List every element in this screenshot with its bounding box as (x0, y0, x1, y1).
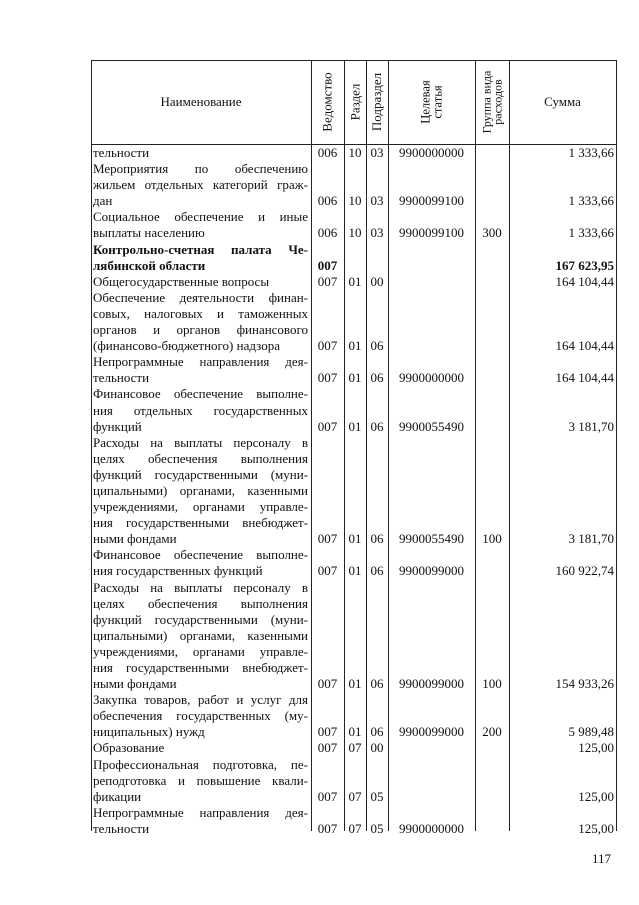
cell-name (91, 274, 311, 290)
header-name-label: Наименование (160, 94, 242, 109)
table-row (91, 740, 616, 756)
table-row (91, 580, 616, 693)
cell-name-line: ния государственными внебюджет- (93, 660, 308, 675)
cell-name-line: тельности (93, 820, 150, 836)
cell-razdel: 10 (348, 193, 362, 209)
cell-name-line: Финансовое обеспечение выполне- (93, 386, 308, 402)
cell-celevaya: 9900099000 (399, 563, 464, 579)
cell-vedomstvo: 007 (317, 418, 338, 434)
cell-celevaya: 9900000000 (399, 370, 464, 386)
header-gruppa-line2: расходов (490, 79, 504, 125)
cell-name-line: Расходы на выплаты персоналу в (93, 579, 308, 595)
cell-gruppa: 300 (482, 225, 502, 241)
cell-name (91, 692, 311, 740)
table-row (91, 757, 616, 805)
cell-name-line: тельности (93, 370, 150, 386)
cell-vedomstvo: 006 (317, 145, 338, 160)
table-row (91, 242, 616, 274)
table-row (91, 290, 616, 354)
cell-celevaya: 9900055490 (399, 531, 464, 547)
cell-summa: 3 181,70 (568, 531, 614, 547)
cell-name-line: дан (93, 193, 113, 209)
cell-name-line: Контрольно-счетная палата Че- (93, 241, 308, 257)
cell-podrazdel: 03 (370, 193, 384, 209)
cell-razdel: 01 (348, 676, 362, 692)
cell-name-line: функций государственными (муни- (93, 466, 308, 482)
cell-summa: 167 623,95 (555, 257, 614, 273)
cell-razdel: 07 (348, 740, 362, 756)
cell-name-line: учреждениями, органами управле- (93, 643, 308, 659)
cell-name-line: Мероприятия по обеспечению (93, 161, 308, 177)
cell-razdel: 01 (348, 724, 362, 740)
cell-vedomstvo: 007 (317, 676, 338, 692)
cell-name-line: жильем отдельных категорий граж- (93, 177, 308, 193)
cell-name-line: выплаты населению (93, 225, 205, 241)
cell-podrazdel: 00 (370, 273, 384, 289)
cell-name-line: ния отдельных государственных (93, 402, 308, 418)
cell-podrazdel: 03 (370, 145, 384, 160)
cell-vedomstvo: 007 (317, 740, 338, 756)
cell-razdel: 01 (348, 338, 362, 354)
table-row (91, 805, 616, 837)
cell-razdel: 01 (348, 531, 362, 547)
cell-vedomstvo: 007 (317, 724, 338, 740)
cell-gruppa: 100 (482, 531, 502, 547)
cell-podrazdel: 05 (370, 788, 384, 804)
header-podrazdel (366, 60, 388, 144)
cell-razdel: 01 (348, 370, 362, 386)
cell-vedomstvo: 007 (317, 273, 338, 289)
cell-vedomstvo: 007 (317, 338, 338, 354)
cell-name (91, 209, 311, 241)
cell-name-line: ния государственными внебюджет- (93, 515, 308, 531)
cell-name-line: ными фондами (93, 531, 177, 547)
cell-podrazdel: 05 (370, 820, 384, 836)
table-row (91, 161, 616, 209)
cell-vedomstvo: 007 (317, 531, 338, 547)
cell-summa: 164 104,44 (555, 273, 614, 289)
cell-summa: 154 933,26 (555, 676, 614, 692)
cell-gruppa: 200 (482, 724, 502, 740)
col-border (616, 60, 617, 831)
cell-name (91, 242, 311, 274)
table-row (91, 354, 616, 386)
cell-name-line: (финансово-бюджетного) надзора (93, 338, 280, 354)
cell-name-line: совых, налоговых и таможенных (93, 305, 308, 321)
cell-summa: 1 333,66 (568, 193, 614, 209)
cell-podrazdel: 06 (370, 370, 384, 386)
cell-summa: 125,00 (578, 820, 614, 836)
cell-name (91, 740, 311, 756)
table-row (91, 209, 616, 241)
cell-gruppa: 100 (482, 676, 502, 692)
cell-celevaya: 9900099000 (399, 676, 464, 692)
cell-summa: 160 922,74 (555, 563, 614, 579)
cell-vedomstvo: 007 (317, 257, 338, 273)
cell-celevaya: 9900000000 (399, 145, 464, 160)
header-vedomstvo (311, 60, 344, 144)
cell-summa: 125,00 (578, 740, 614, 756)
cell-vedomstvo: 007 (317, 563, 338, 579)
cell-name-line: Образование (93, 740, 165, 756)
cell-vedomstvo: 006 (317, 225, 338, 241)
cell-razdel: 01 (348, 418, 362, 434)
cell-name (91, 161, 311, 209)
cell-razdel: 01 (348, 563, 362, 579)
cell-name (91, 580, 311, 693)
table-row (91, 435, 616, 548)
cell-vedomstvo: 007 (317, 370, 338, 386)
header-summa-label: Сумма (544, 94, 581, 109)
cell-name (91, 547, 311, 579)
header-celevaya-label (420, 80, 444, 123)
cell-summa: 5 989,48 (568, 724, 614, 740)
cell-name (91, 290, 311, 354)
header-gruppa-label (481, 71, 503, 134)
cell-podrazdel: 06 (370, 563, 384, 579)
cell-name-line: целях обеспечения выполнения (93, 595, 308, 611)
cell-name-line: функций государственными (муни- (93, 611, 308, 627)
header-gruppa-line1: Группа вида (479, 70, 493, 134)
cell-name (91, 386, 311, 434)
table-row (91, 145, 616, 161)
header-gruppa (475, 60, 509, 144)
cell-razdel: 10 (348, 145, 362, 160)
cell-name (91, 757, 311, 805)
table-row (91, 692, 616, 740)
cell-podrazdel: 06 (370, 724, 384, 740)
cell-vedomstvo: 007 (317, 788, 338, 804)
cell-razdel: 07 (348, 788, 362, 804)
cell-name-line: Непрограммные направления дея- (93, 354, 308, 370)
cell-name-line: Финансовое обеспечение выполне- (93, 547, 308, 563)
cell-celevaya: 9900099100 (399, 225, 464, 241)
cell-celevaya: 9900099100 (399, 193, 464, 209)
cell-podrazdel: 03 (370, 225, 384, 241)
cell-name (91, 435, 311, 548)
cell-name (91, 145, 311, 161)
header-celevaya-line1: Целевая (418, 80, 433, 124)
cell-podrazdel: 06 (370, 676, 384, 692)
header-celevaya (388, 60, 475, 144)
header-celevaya-line2: статья (430, 85, 445, 119)
cell-name (91, 354, 311, 386)
cell-podrazdel: 00 (370, 740, 384, 756)
cell-name-line: тельности (93, 145, 150, 160)
cell-summa: 1 333,66 (568, 145, 614, 160)
cell-name-line: фикации (93, 788, 142, 804)
cell-name-line: реподготовка и повышение квали- (93, 772, 308, 788)
cell-name-line: Социальное обеспечение и иные (93, 209, 308, 225)
cell-name-line: органов и органов финансового (93, 322, 308, 338)
cell-vedomstvo: 007 (317, 820, 338, 836)
cell-name-line: Закупка товаров, работ и услуг для (93, 692, 308, 708)
cell-name-line: ниципальных) нужд (93, 724, 205, 740)
cell-name-line: учреждениями, органами управле- (93, 499, 308, 515)
header-name (91, 60, 311, 144)
header-summa (509, 60, 616, 144)
cell-summa: 164 104,44 (555, 338, 614, 354)
cell-summa: 3 181,70 (568, 418, 614, 434)
cell-podrazdel: 06 (370, 338, 384, 354)
header-razdel (344, 60, 366, 144)
header-podrazdel-label: Подраздел (369, 72, 385, 132)
cell-name-line: Общегосударственные вопросы (93, 273, 270, 289)
cell-vedomstvo: 006 (317, 193, 338, 209)
cell-name-line: лябинской области (93, 257, 206, 273)
budget-table (91, 60, 616, 836)
cell-razdel: 07 (348, 820, 362, 836)
cell-name-line: ными фондами (93, 676, 177, 692)
table-row (91, 274, 616, 290)
table-body (91, 145, 616, 837)
cell-celevaya: 9900055490 (399, 418, 464, 434)
cell-summa: 1 333,66 (568, 225, 614, 241)
cell-podrazdel: 06 (370, 418, 384, 434)
cell-summa: 164 104,44 (555, 370, 614, 386)
cell-name (91, 805, 311, 837)
cell-razdel: 01 (348, 273, 362, 289)
table-row (91, 547, 616, 579)
header-razdel-label: Раздел (347, 83, 362, 121)
cell-name-line: ния государственных функций (93, 563, 263, 579)
cell-podrazdel: 06 (370, 531, 384, 547)
page-number: 117 (592, 851, 612, 866)
cell-name-line: ципальными) органами, казенными (93, 482, 308, 498)
cell-name-line: Профессиональная подготовка, пе- (93, 756, 308, 772)
cell-name-line: Расходы на выплаты персоналу в (93, 434, 308, 450)
cell-name-line: функций (93, 418, 142, 434)
cell-name-line: целях обеспечения выполнения (93, 450, 308, 466)
cell-name-line: Непрограммные направления дея- (93, 804, 308, 820)
cell-name-line: Обеспечение деятельности финан- (93, 289, 308, 305)
cell-name-line: обеспечения государственных (му- (93, 708, 308, 724)
cell-razdel: 10 (348, 225, 362, 241)
header-vedomstvo-label: Ведомство (319, 72, 335, 132)
cell-celevaya: 9900000000 (399, 820, 464, 836)
cell-summa: 125,00 (578, 788, 614, 804)
table-row (91, 386, 616, 434)
cell-name-line: ципальными) органами, казенными (93, 627, 308, 643)
cell-celevaya: 9900099000 (399, 724, 464, 740)
